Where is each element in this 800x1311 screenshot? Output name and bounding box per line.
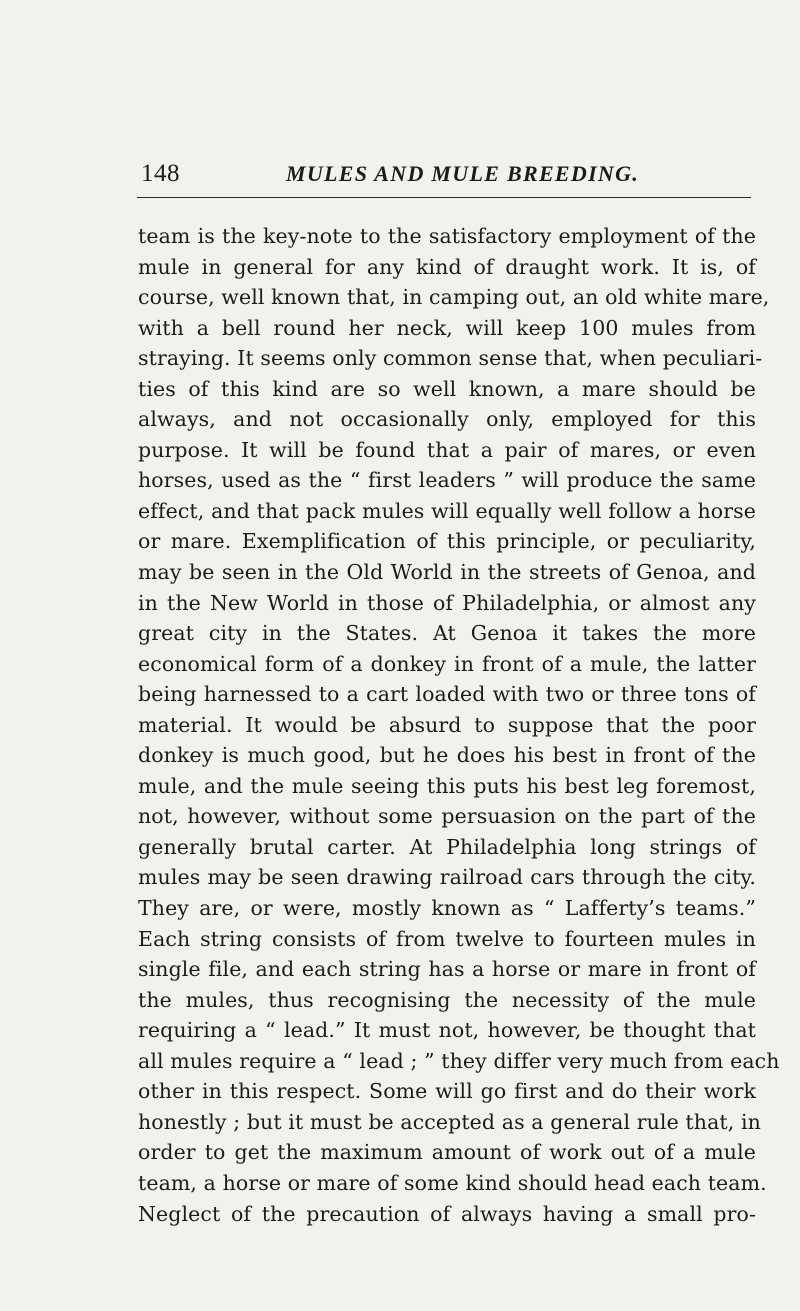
text-line: or mare. Exemplification of this principle, or peculiarity,: [138, 529, 756, 554]
text-line: ties of this kind are so well known, a mare should be: [138, 376, 756, 401]
text-line: all mules require a “ lead ; ” they differ very much from each: [138, 1048, 780, 1073]
text-line: always, and not occasionally only, employed for this: [138, 407, 756, 432]
text-line: in the New World in those of Philadelphia, or almost any: [138, 590, 756, 615]
page-number: 148: [141, 160, 180, 187]
text-line: not, however, without some persuasion on the part of the: [138, 804, 756, 829]
text-line: being harnessed to a cart loaded with two or three tons of: [138, 682, 756, 707]
running-head: [139, 160, 751, 194]
text-line: the mules, thus recognising the necessity of the mule: [138, 987, 756, 1012]
text-line: material. It would be absurd to suppose that the poor: [138, 712, 756, 737]
header-rule: [137, 197, 751, 198]
text-line: with a bell round her neck, will keep 100 mules from: [138, 315, 756, 340]
text-line: team, a horse or mare of some kind should head each team.: [138, 1170, 767, 1195]
text-line: mules may be seen drawing railroad cars through the city.: [138, 865, 756, 890]
text-line: straying. It seems only common sense that, when peculiari-: [138, 346, 763, 371]
text-line: donkey is much good, but he does his best in front of the: [138, 743, 756, 768]
running-title: MULES AND MULE BREEDING.: [286, 161, 640, 186]
text-line: order to get the maximum amount of work out of a mule: [138, 1140, 756, 1165]
text-line: requiring a “ lead.” It must not, however, be thought that: [138, 1018, 756, 1043]
text-line: They are, or were, mostly known as “ Lafferty’s teams.”: [138, 896, 756, 921]
text-line: honestly ; but it must be accepted as a general rule that, in: [138, 1109, 761, 1134]
text-line: Neglect of the precaution of always having a small pro-: [138, 1201, 756, 1226]
text-line: effect, and that pack mules will equally well follow a horse: [138, 498, 756, 523]
text-line: course, well known that, in camping out, an old white mare,: [138, 285, 770, 310]
text-line: may be seen in the Old World in the streets of Genoa, and: [138, 560, 756, 585]
text-line: other in this respect. Some will go first and do their work: [138, 1079, 756, 1104]
body-text: [138, 221, 780, 1229]
text-line: Each string consists of from twelve to fourteen mules in: [138, 926, 756, 951]
text-line: single file, and each string has a horse or mare in front of: [138, 957, 756, 982]
text-line: purpose. It will be found that a pair of mares, or even: [138, 437, 756, 462]
text-line: team is the key-note to the satisfactory employment of the: [138, 224, 756, 248]
text-line: economical form of a donkey in front of a mule, the latter: [138, 651, 756, 676]
text-line: mule in general for any kind of draught work. It is, of: [138, 254, 756, 279]
text-line: generally brutal carter. At Philadelphia long strings of: [138, 834, 756, 859]
text-line: horses, used as the “ first leaders ” will produce the same: [138, 468, 756, 493]
text-line: mule, and the mule seeing this puts his best leg foremost,: [138, 773, 756, 798]
text-line: great city in the States. At Genoa it takes the more: [138, 621, 756, 646]
